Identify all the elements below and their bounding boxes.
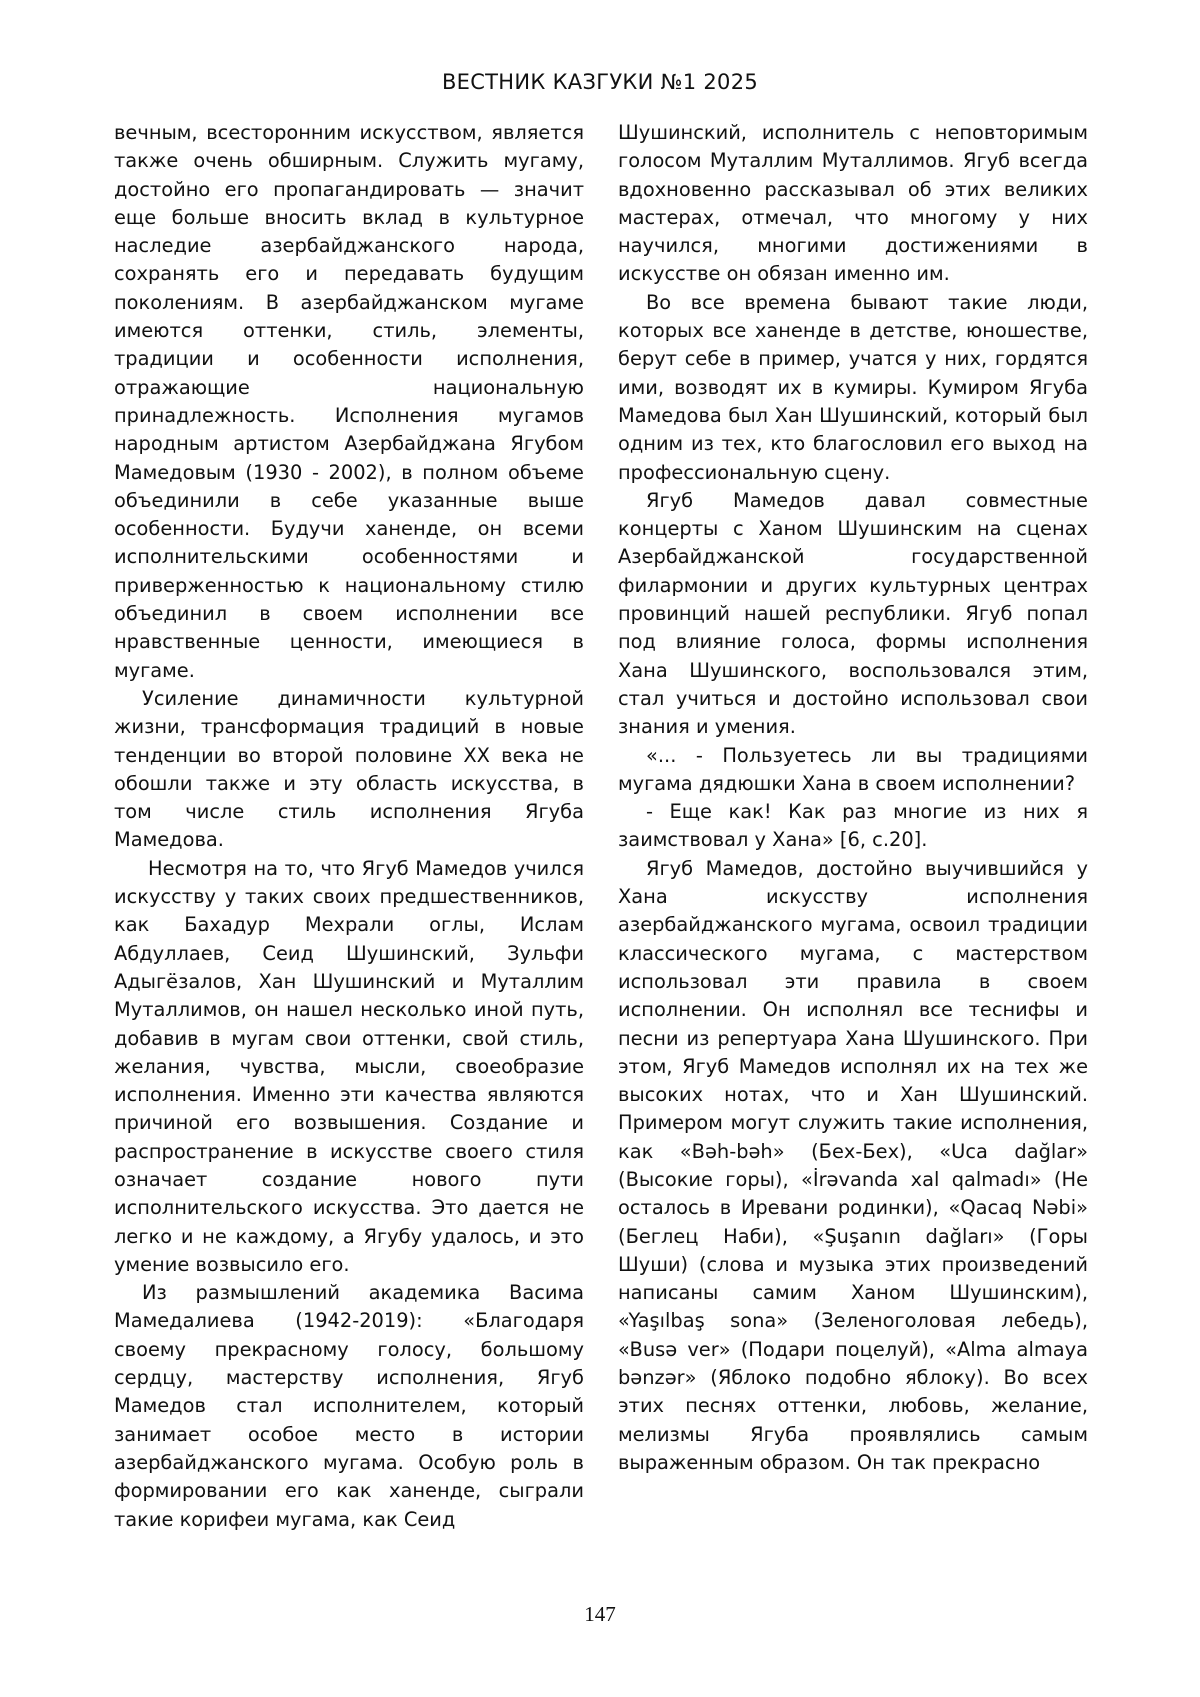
right-paragraph-5-quote: - Еще как! Как раз многие из них я заимствовал у Хана» [6, с.20]. bbox=[618, 800, 1088, 852]
right-paragraph-1: Шушинский, исполнитель с неповторимым голосом Муталлим Муталлимов. Ягуб всегда вдохновенно рассказывал об этих великих мастерах, отмечал, что многому у них научился, многими достижениями в искусстве он обязан именно им. bbox=[618, 121, 1088, 286]
right-paragraph-6: Ягуб Мамедов, достойно выучившийся у Хана искусству исполнения азербайджанского мугама, освоил традиции классического мугама, с мастерством использовал эти правила в своем исполнении. Он исполнял все теснифы и песни из репертуара Хана Шушинского. При этом, Ягуб Мамедов исполнял их на тех же высоких нотах, что и Хан Шушинский. Примером могут служить такие исполнения, как «Bəh-bəh» (Бех-Бех), «Uca dağlar» (Высокие горы), «İrəvanda xal qalmadı» (Не осталось в Иревани родинки), «Qacaq Nəbi» (Беглец Наби), «Şuşanın dağları» (Горы Шуши) (слова и музыка этих произведений написаны самим Ханом Шушинским), «Yaşılbaş sona» (Зеленоголовая лебедь), «Busə ver» (Подари поцелуй), «Alma almaya bənzər» (Яблоко подобно яблоку). Во всех этих песнях оттенки, любовь, желание, мелизмы Ягуба проявлялись самым выраженным образом. Он так прекрасно bbox=[618, 856, 1088, 1474]
right-paragraph-2: Во все времена бывают такие люди, которых все ханенде в детстве, юношестве, берут себе в пример, учатся у них, гордятся ими, возводят их в кумиры. Кумиром Ягуба Мамедова был Хан Шушинский, который был одним из тех, кто благословил его выход на профессиональную сцену. bbox=[618, 290, 1088, 484]
left-paragraph-2: Усиление динамичности культурной жизни, трансформация традиций в новые тенденции во второй половине XX века не обошли также и эту область искусства, в том числе стиль исполнения Ягуба Мамедова. bbox=[114, 686, 584, 852]
left-paragraph-4: Из размышлений академика Васима Мамедалиева (1942-2019): «Благодаря своему прекрасному голосу, большому сердцу, мастерству исполнения, Ягуб Мамедов стал исполнителем, который занимает особое место в истории азербайджанского мугама. Особую роль в формировании его как ханенде, сыграли такие корифеи мугама, как Сеид bbox=[114, 1281, 584, 1531]
page-number: 147 bbox=[584, 1602, 616, 1626]
right-text-column bbox=[618, 119, 1088, 1477]
right-paragraph-3: Ягуб Мамедов давал совместные концерты с Ханом Шушинским на сценах Азербайджанской государственной филармонии и других культурных центрах провинций нашей республики. Ягуб попал под влияние голоса, формы исполнения Хана Шушинского, воспользовался этим, стал учиться и достойно использовал свои знания и умения. bbox=[618, 488, 1088, 739]
left-paragraph-1: вечным, всесторонним искусством, является также очень обширным. Служить мугаму, достойно его пропагандировать — значит еще больше вносить вклад в культурное наследие азербайджанского народа, сохранять его и передавать будущим поколениям. В азербайджанском мугаме имеются оттенки, стиль, элементы, традиции и особенности исполнения, отражающие национальную принадлежность. Исполнения мугамов народным артистом Азербайджана Ягубом Мамедовым (1930 - 2002), в полном объеме объединили в себе указанные выше особенности. Будучи ханенде, он всеми исполнительскими особенностями и приверженностью к национальному стилю объединил в своем исполнении все нравственные ценности, имеющиеся в мугаме. bbox=[114, 121, 584, 682]
right-paragraph-4-quote: «... - Пользуетесь ли вы традициями мугама дядюшки Хана в своем исполнении? bbox=[618, 743, 1088, 795]
journal-running-header: ВЕСТНИК КАЗГУКИ №1 2025 bbox=[441, 70, 759, 94]
left-text-column bbox=[114, 119, 584, 1534]
left-paragraph-3: Несмотря на то, что Ягуб Мамедов учился искусству у таких своих предшественников, как Бахадур Мехрали оглы, Ислам Абдуллаев, Сеид Шушинский, Зульфи Адыгёзалов, Хан Шушинский и Муталлим Муталлимов, он нашел несколько иной путь, добавив в мугам свои оттенки, свой стиль, желания, чувства, мысли, своеобразие исполнения. Именно эти качества являются причиной его возвышения. Создание и распространение в искусстве своего стиля означает создание нового пути исполнительского искусства. Это дается не легко и не каждому, а Ягубу удалось, и это умение возвысило его. bbox=[114, 856, 584, 1276]
